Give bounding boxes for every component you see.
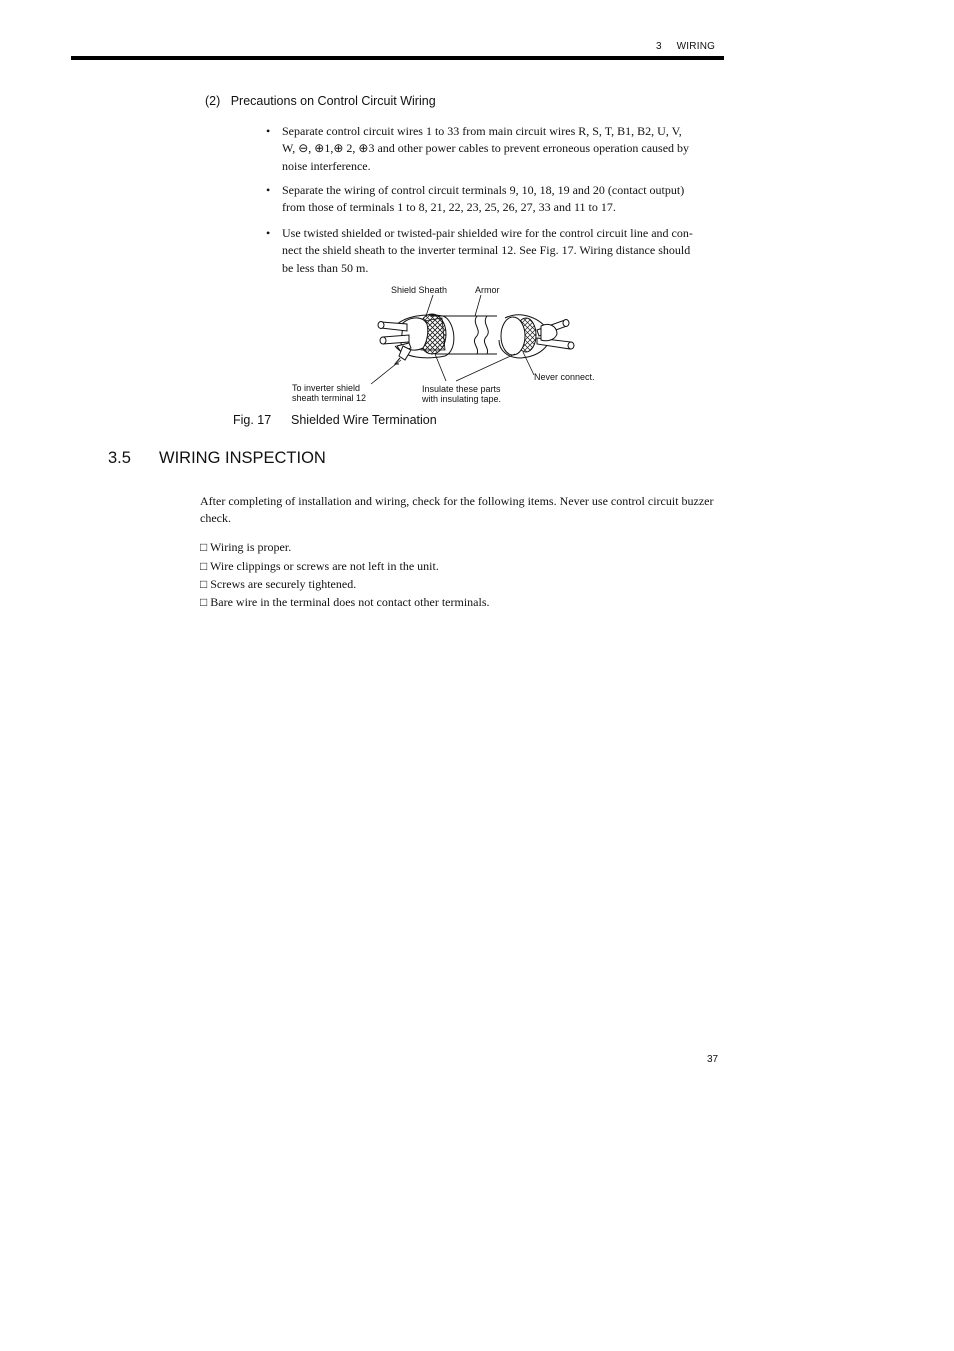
bullet-3-line-3: be less than 50 m. xyxy=(282,260,369,275)
bullet-item-3 xyxy=(282,225,720,277)
bullet-1-line-1: Separate control circuit wires 1 to 33 from main circuit wires R, S, T, B1, B2, U, V, xyxy=(282,124,682,138)
header-rule xyxy=(71,56,724,60)
plus-terminal-symbol: ⊕ xyxy=(333,141,344,156)
label-shield-sheath: Shield Sheath xyxy=(391,285,448,295)
label-insulate-line-2: with insulating tape. xyxy=(422,394,502,404)
section-number: 3.5 xyxy=(108,449,131,467)
checklist-item-text: Wiring is proper. xyxy=(210,540,292,554)
bullet-marker: • xyxy=(266,124,271,138)
label-to-inverter-line-2: sheath terminal 12 xyxy=(292,393,367,403)
section-title: WIRING INSPECTION xyxy=(159,449,326,467)
shield-sheath-right xyxy=(501,317,536,355)
bullet-1-line-2-end: 3 and other power cables to prevent erroneous operation caused by xyxy=(368,141,690,156)
header-section-title: WIRING xyxy=(676,41,716,52)
bullet-1-terminal-1: 1, xyxy=(324,141,334,156)
checklist-item-text: Screws are securely tightened. xyxy=(210,577,357,591)
checkbox-icon: □ xyxy=(200,595,208,609)
section-heading xyxy=(108,449,326,468)
bullet-marker: • xyxy=(266,226,271,240)
figure-number: Fig. 17 xyxy=(233,413,272,427)
label-to-inverter-line-1: To inverter shield xyxy=(292,383,361,393)
checklist-item xyxy=(200,595,490,610)
checklist-item-text: Wire clippings or screws are not left in the unit. xyxy=(210,559,439,573)
bullet-1-line-3: noise interference. xyxy=(282,158,371,173)
bullet-item-2 xyxy=(282,182,720,217)
checkbox-icon: □ xyxy=(200,577,208,591)
checkbox-icon: □ xyxy=(200,559,208,573)
bullet-item-1 xyxy=(282,123,720,175)
shielded-wire-diagram xyxy=(285,280,615,410)
checklist-item xyxy=(200,540,291,555)
bullet-marker: • xyxy=(266,183,271,197)
bullet-1-terminal-2: 2, xyxy=(343,141,359,156)
bullet-1-line-2 xyxy=(282,140,720,157)
bullet-3-line-1: Use twisted shielded or twisted-pair shielded wire for the control circuit line and con- xyxy=(282,226,693,240)
bullet-1-line-2-start: W, xyxy=(282,141,299,156)
minus-terminal-symbol: ⊖ xyxy=(298,141,309,156)
checklist-item xyxy=(200,577,356,592)
plus-terminal-symbol: ⊕ xyxy=(314,141,325,156)
figure-caption xyxy=(233,413,437,427)
running-header xyxy=(656,41,715,52)
figure-title: Shielded Wire Termination xyxy=(291,413,437,427)
checklist-item xyxy=(200,559,439,574)
bullet-3-line-2: nect the shield sheath to the inverter terminal 12. See Fig. 17. Wiring distance should xyxy=(282,243,691,258)
header-section-number: 3 xyxy=(656,41,662,52)
plus-terminal-symbol: ⊕ xyxy=(358,141,369,156)
checkbox-icon: □ xyxy=(200,540,208,554)
label-armor: Armor xyxy=(475,285,500,295)
bullet-1-separator: , xyxy=(308,141,315,156)
page-number: 37 xyxy=(707,1054,719,1065)
subsection-number: (2) xyxy=(205,94,221,108)
bullet-2-line-1: Separate the wiring of control circuit terminals 9, 10, 18, 19 and 20 (contact output) xyxy=(282,183,685,197)
label-insulate-line-1: Insulate these parts xyxy=(422,384,501,394)
label-never-connect: Never connect. xyxy=(534,372,595,382)
subsection-title: Precautions on Control Circuit Wiring xyxy=(230,94,436,108)
subsection-heading xyxy=(205,94,436,108)
bullet-2-line-2: from those of terminals 1 to 8, 21, 22, 23, 25, 26, 27, 33 and 11 to 17. xyxy=(282,200,616,215)
section-intro: After completing of installation and wiring, check for the following items. Never use control circuit buzzer check. xyxy=(200,494,714,526)
checklist-item-text: Bare wire in the terminal does not contact other terminals. xyxy=(210,595,490,609)
